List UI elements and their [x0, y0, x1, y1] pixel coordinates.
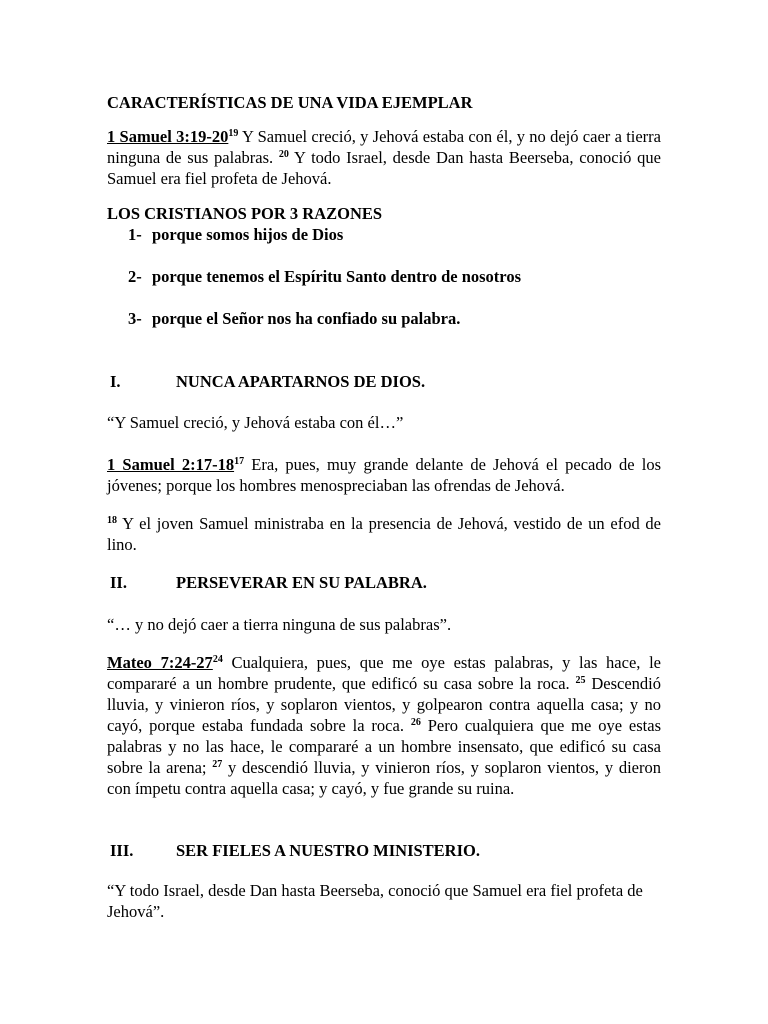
document-title: CARACTERÍSTICAS DE UNA VIDA EJEMPLAR: [107, 93, 473, 112]
scripture-paragraph: [107, 513, 661, 555]
section-number: I.: [110, 372, 121, 391]
section-number: III.: [110, 841, 134, 860]
scripture-paragraph: [107, 454, 661, 496]
list-text: porque somos hijos de Dios: [152, 225, 344, 244]
verse-number: 25: [575, 675, 586, 686]
scripture-paragraph: [107, 652, 661, 799]
verse-number: 18: [107, 515, 117, 526]
verse-number: 20: [278, 149, 289, 160]
list-item: [128, 308, 460, 329]
section-heading: [110, 572, 427, 593]
verse-text: Era, pues, muy grande delante de Jehová el pecado de los jóvenes; porque los hombres menospreciaban las ofrendas de Jehová.: [107, 455, 661, 495]
list-text: porque el Señor nos ha confiado su palabra.: [152, 309, 461, 328]
verse-text: Descendió lluvia, y vinieron ríos, y soplaron vientos, y golpearon contra aquella casa; y no cayó, porque estaba fundada sobre la roca.: [107, 674, 661, 735]
verse-number: 24: [212, 654, 223, 665]
reasons-heading: LOS CRISTIANOS POR 3 RAZONES: [107, 204, 383, 223]
scripture-reference: 1 Samuel 3:19-20: [107, 127, 229, 146]
section-quote: “… y no dejó caer a tierra ninguna de sus palabras”.: [107, 615, 452, 634]
section-quote: “Y todo Israel, desde Dan hasta Beerseba, conoció que Samuel era fiel profeta de Jehová”.: [107, 881, 643, 921]
section-quote: “Y Samuel creció, y Jehová estaba con él…”: [107, 413, 404, 432]
section-title: SER FIELES A NUESTRO MINISTERIO.: [176, 841, 480, 860]
verse-number: 19: [228, 128, 239, 139]
verse-text: Cualquiera, pues, que me oye estas palabras, y las hace, le compararé a un hombre prudente, que edificó su casa sobre la roca.: [107, 653, 661, 693]
section-heading: [110, 371, 425, 392]
section-title: NUNCA APARTARNOS DE DIOS.: [176, 372, 426, 391]
verse-text: Y todo Israel, desde Dan hasta Beerseba, conoció que Samuel era fiel profeta de Jehová.: [107, 148, 661, 188]
section-title: PERSEVERAR EN SU PALABRA.: [176, 573, 427, 592]
list-item: [128, 266, 521, 287]
verse-number: 26: [410, 717, 421, 728]
list-item: [128, 224, 343, 245]
list-number: 1-: [128, 225, 142, 244]
verse-number: 27: [212, 759, 223, 770]
intro-paragraph: [107, 126, 661, 189]
verse-text: Pero cualquiera que me oye estas palabras y no las hace, le compararé a un hombre insensato, que edificó su casa sobre la arena;: [107, 716, 661, 777]
scripture-reference: Mateo 7:24-27: [107, 653, 213, 672]
list-number: 2-: [128, 267, 142, 286]
verse-text: y descendió lluvia, y vinieron ríos, y soplaron vientos, y dieron con ímpetu contra aquella casa; y cayó, y fue grande su ruina.: [107, 758, 661, 798]
scripture-reference: 1 Samuel 2:17-18: [107, 455, 235, 474]
section-heading: [110, 840, 480, 861]
verse-text: Y el joven Samuel ministraba en la presencia de Jehová, vestido de un efod de lino.: [107, 514, 661, 554]
section-number: II.: [110, 573, 127, 592]
list-text: porque tenemos el Espíritu Santo dentro de nosotros: [152, 267, 521, 286]
verse-number: 17: [234, 456, 245, 467]
verse-text: Y Samuel creció, y Jehová estaba con él, y no dejó caer a tierra ninguna de sus palabras.: [107, 127, 661, 167]
list-number: 3-: [128, 309, 142, 328]
